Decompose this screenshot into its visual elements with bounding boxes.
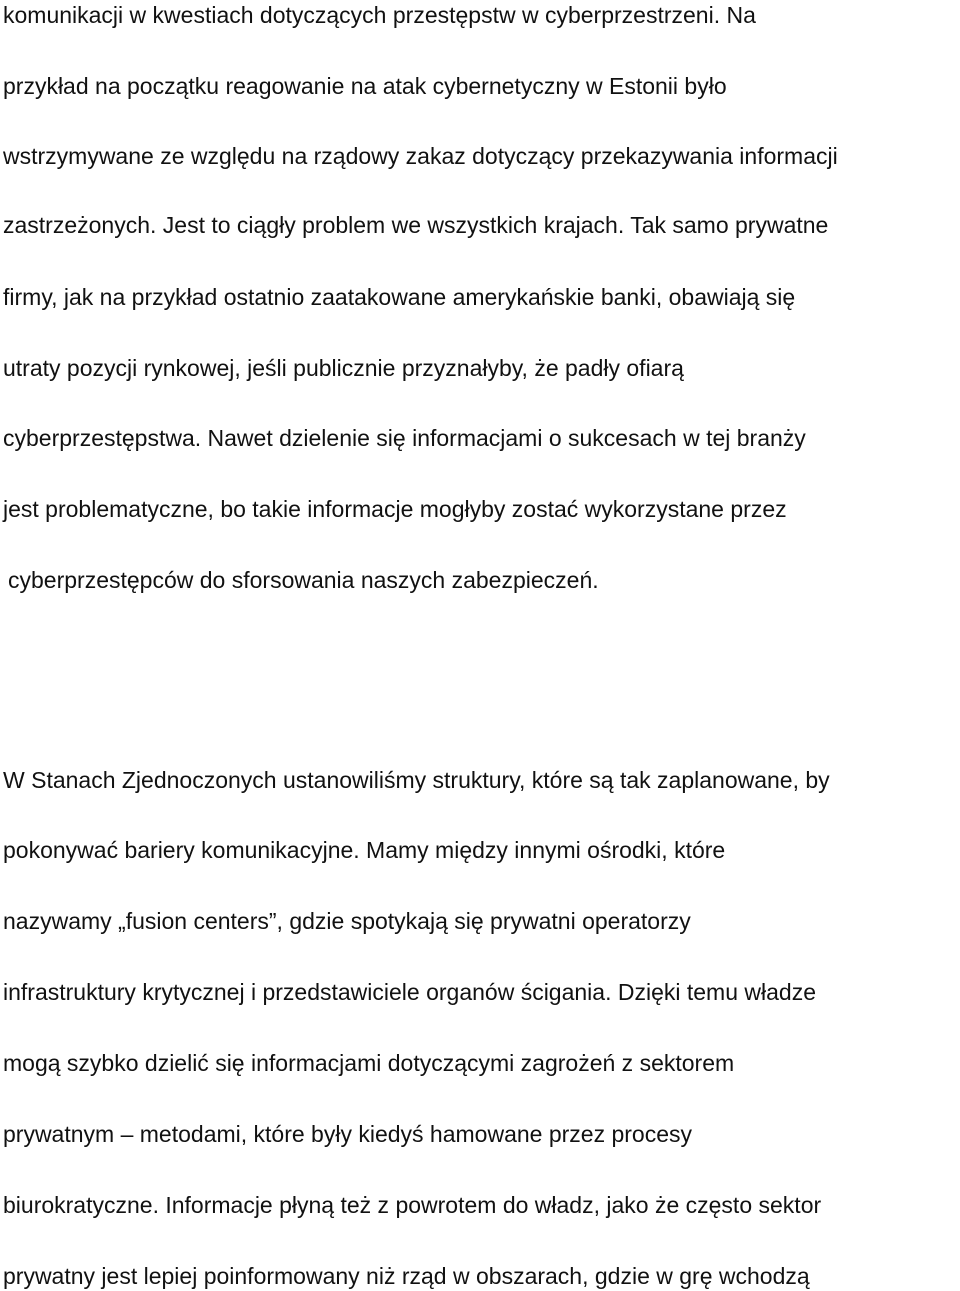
text-line: biurokratyczne. Informacje płyną też z powrotem do władz, jako że często sektor (3, 1192, 822, 1218)
text-line: cyberprzestępców do sforsowania naszych zabezpieczeń. (8, 567, 599, 593)
text-line: utraty pozycji rynkowej, jeśli publicznie przyznałyby, że padły ofiarą (3, 355, 684, 381)
text-line: mogą szybko dzielić się informacjami dotyczącymi zagrożeń z sektorem (3, 1050, 735, 1076)
text-line: cyberprzestępstwa. Nawet dzielenie się informacjami o sukcesach w tej branży (3, 425, 806, 451)
text-line: W Stanach Zjednoczonych ustanowiliśmy struktury, które są tak zaplanowane, by (3, 767, 830, 793)
text-line: przykład na początku reagowanie na atak cybernetyczny w Estonii było (3, 73, 727, 99)
text-line: nazywamy „fusion centers”, gdzie spotykają się prywatni operatorzy (3, 908, 691, 934)
text-line: zastrzeżonych. Jest to ciągły problem we wszystkich krajach. Tak samo prywatne (3, 212, 829, 238)
text-line: prywatny jest lepiej poinformowany niż rząd w obszarach, gdzie w grę wchodzą (3, 1263, 810, 1289)
text-line: firmy, jak na przykład ostatnio zaatakowane amerykańskie banki, obawiają się (3, 284, 796, 310)
text-line: jest problematyczne, bo takie informacje mogłyby zostać wykorzystane przez (3, 496, 787, 522)
text-line: infrastruktury krytycznej i przedstawiciele organów ścigania. Dzięki temu władze (3, 979, 816, 1005)
text-line: komunikacji w kwestiach dotyczących przestępstw w cyberprzestrzeni. Na (3, 2, 756, 28)
text-line: prywatnym – metodami, które były kiedyś hamowane przez procesy (3, 1121, 693, 1147)
text-line: wstrzymywane ze względu na rządowy zakaz dotyczący przekazywania informacji (3, 143, 838, 169)
text-line: pokonywać bariery komunikacyjne. Mamy między innymi ośrodki, które (3, 837, 726, 863)
